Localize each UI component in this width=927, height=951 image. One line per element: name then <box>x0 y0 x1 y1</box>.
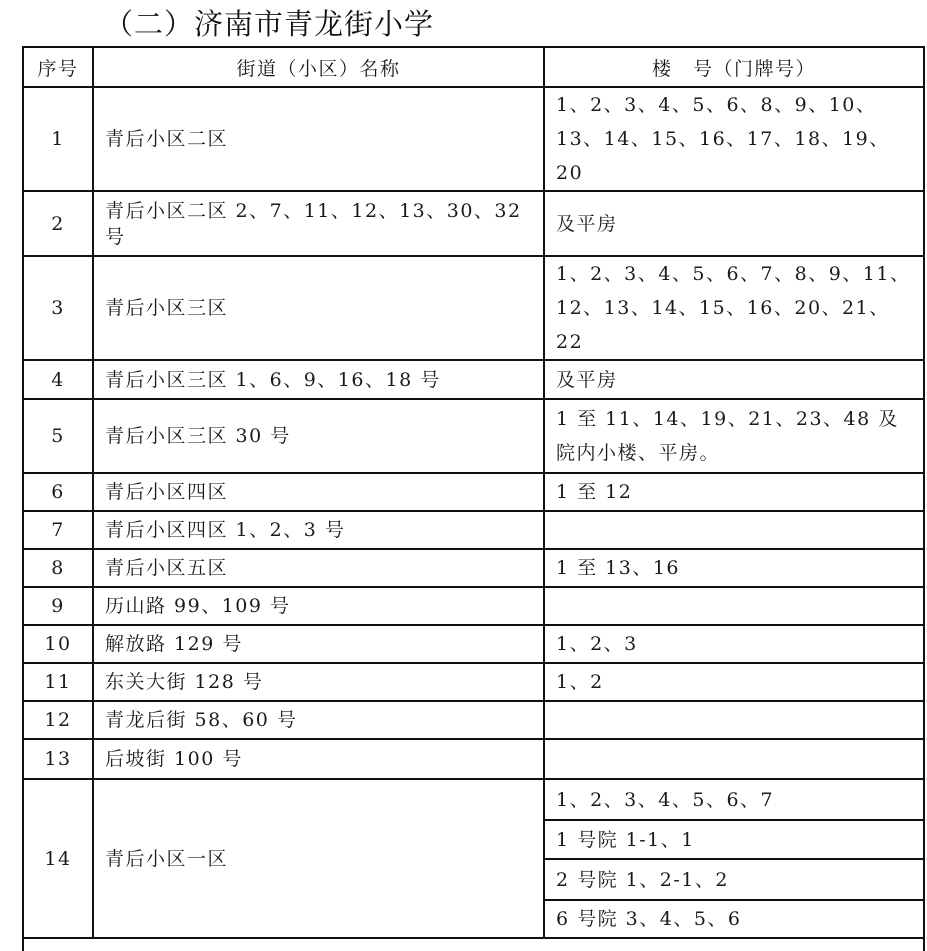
row-street: 青龙后街 58、60 号 <box>93 701 544 739</box>
row-building: 1、2、3 <box>544 625 924 663</box>
cut-off-row <box>23 938 924 951</box>
row-building-sub: 2 号院 1、2-1、2 <box>544 859 924 900</box>
row-index: 11 <box>23 663 93 701</box>
row-street: 后坡街 100 号 <box>93 739 544 779</box>
row-building <box>544 739 924 779</box>
table-row <box>23 701 924 739</box>
header-building: 楼 号（门牌号） <box>544 47 924 87</box>
row-building: 1、2、3、4、5、6、7、8、9、11、12、13、14、15、16、20、21、22 <box>544 256 924 360</box>
row-street: 青后小区三区 1、6、9、16、18 号 <box>93 360 544 399</box>
row-index: 7 <box>23 511 93 549</box>
row-index: 1 <box>23 87 93 191</box>
row-index: 2 <box>23 191 93 256</box>
table-row <box>23 739 924 779</box>
row-building: 1 至 13、16 <box>544 549 924 587</box>
row-index: 12 <box>23 701 93 739</box>
row-index: 10 <box>23 625 93 663</box>
table-row <box>23 256 924 360</box>
row-street: 青后小区三区 <box>93 256 544 360</box>
row-street: 青后小区四区 1、2、3 号 <box>93 511 544 549</box>
row-building <box>544 511 924 549</box>
row-building-sub: 1 号院 1-1、1 <box>544 820 924 859</box>
row-index: 8 <box>23 549 93 587</box>
table-row <box>23 779 924 820</box>
table-row <box>23 360 924 399</box>
row-index: 13 <box>23 739 93 779</box>
row-building: 及平房 <box>544 191 924 256</box>
table-row <box>23 625 924 663</box>
row-street: 青后小区五区 <box>93 549 544 587</box>
table-row <box>23 399 924 473</box>
table-row-cut-off <box>23 938 924 951</box>
row-building: 及平房 <box>544 360 924 399</box>
row-building-sub: 6 号院 3、4、5、6 <box>544 900 924 938</box>
row-street: 青后小区一区 <box>93 779 544 938</box>
row-street: 东关大街 128 号 <box>93 663 544 701</box>
row-index: 5 <box>23 399 93 473</box>
row-building: 1、2、3、4、5、6、8、9、10、13、14、15、16、17、18、19、20 <box>544 87 924 191</box>
school-district-table <box>22 46 925 951</box>
row-street: 青后小区三区 30 号 <box>93 399 544 473</box>
row-street: 青后小区二区 2、7、11、12、13、30、32 号 <box>93 191 544 256</box>
row-building: 1 至 11、14、19、21、23、48 及院内小楼、平房。 <box>544 399 924 473</box>
row-index: 14 <box>23 779 93 938</box>
row-building <box>544 701 924 739</box>
row-street: 青后小区四区 <box>93 473 544 511</box>
row-index: 6 <box>23 473 93 511</box>
row-building <box>544 587 924 625</box>
row-street: 历山路 99、109 号 <box>93 587 544 625</box>
row-building: 1、2 <box>544 663 924 701</box>
row-index: 3 <box>23 256 93 360</box>
table-row <box>23 663 924 701</box>
row-building-sub: 1、2、3、4、5、6、7 <box>544 779 924 820</box>
row-index: 4 <box>23 360 93 399</box>
row-street: 青后小区二区 <box>93 87 544 191</box>
table-row <box>23 191 924 256</box>
table-row <box>23 87 924 191</box>
table-row <box>23 511 924 549</box>
page-title: （二）济南市青龙街小学 <box>104 7 435 41</box>
table-row <box>23 549 924 587</box>
header-street: 街道（小区）名称 <box>93 47 544 87</box>
table-header-row <box>23 47 924 87</box>
row-index: 9 <box>23 587 93 625</box>
table-row <box>23 473 924 511</box>
header-index: 序号 <box>23 47 93 87</box>
row-building: 1 至 12 <box>544 473 924 511</box>
row-street: 解放路 129 号 <box>93 625 544 663</box>
table-row <box>23 587 924 625</box>
